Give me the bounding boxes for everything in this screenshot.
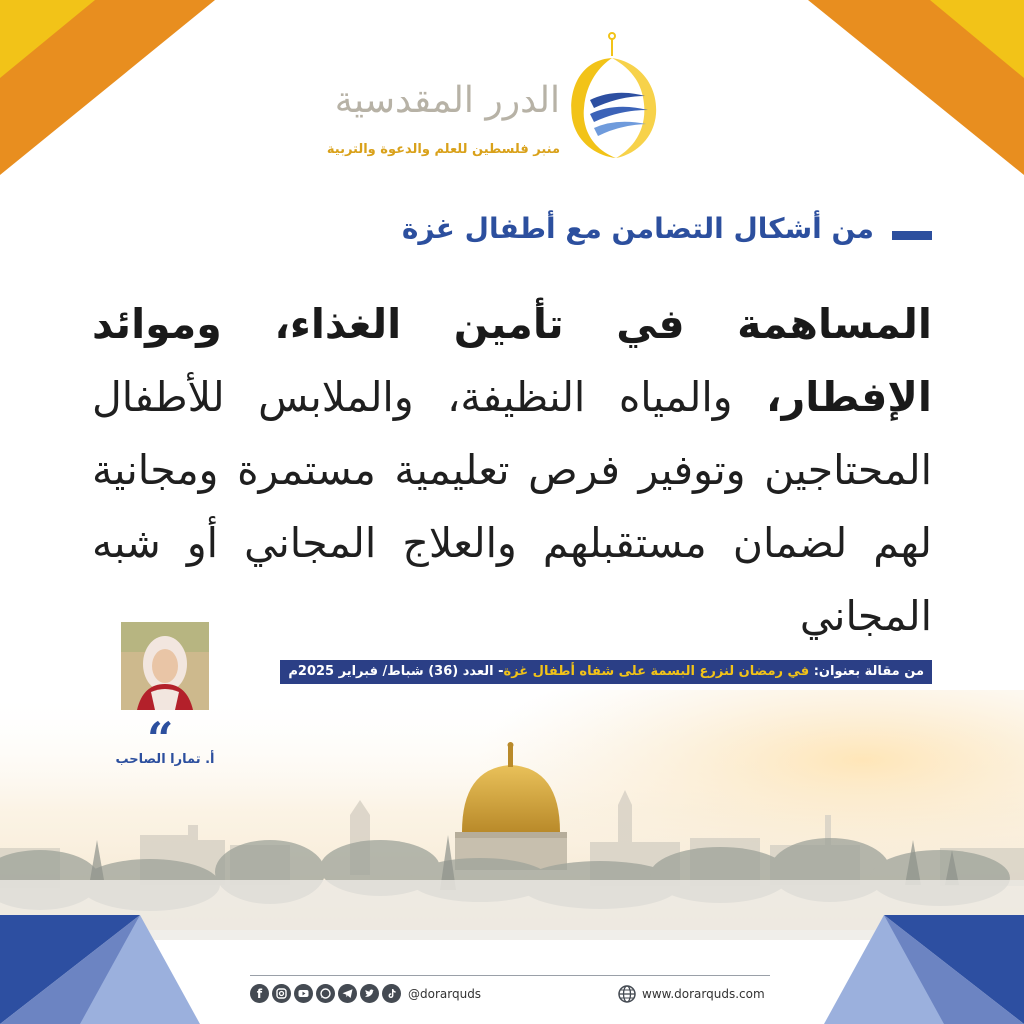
logo-subtitle: منبر فلسطين للعلم والدعوة والتربية <box>326 142 560 157</box>
quote-icon: “ <box>147 712 174 766</box>
tiktok-icon[interactable] <box>382 984 401 1003</box>
website-link[interactable] <box>617 984 765 1004</box>
brand-logo <box>326 30 670 165</box>
logo-crescent-icon <box>560 30 670 165</box>
body-text <box>92 288 932 653</box>
svg-text:f: f <box>256 987 263 1001</box>
logo-title: الدرر المقدسية <box>334 80 560 121</box>
headline-block <box>402 212 932 245</box>
author-name: أ. تمارا الصاحب <box>115 752 215 767</box>
youtube-icon[interactable] <box>294 984 313 1003</box>
source-issue: - العدد (36) شباط/ فبراير 2025م <box>288 664 504 679</box>
headline-accent-bar <box>892 231 932 240</box>
body-rest: والمياه النظيفة، والملابس للأطفال المحتاجين وتوفير فرص تعليمية مستمرة ومجانية لهم لضمان مستقبلهم والعلاج المجاني أو شبه المجاني <box>92 373 932 640</box>
footer-divider <box>250 975 770 976</box>
website-url: www.dorarquds.com <box>642 987 765 1001</box>
social-links <box>250 984 481 1003</box>
facebook-icon[interactable] <box>250 984 269 1003</box>
headline: من أشكال التضامن مع أطفال غزة <box>401 212 874 245</box>
body-lead: المساهمة في تأمين الغذاء، وموائد الإفطار، <box>92 300 932 421</box>
globe-icon <box>617 984 637 1004</box>
twitter-icon[interactable] <box>360 984 379 1003</box>
whatsapp-icon[interactable] <box>316 984 335 1003</box>
social-handle[interactable]: @dorarquds <box>408 986 482 1001</box>
source-article-title: في رمضان لنزرع البسمة على شفاه أطفال غزة <box>503 664 810 679</box>
source-bar <box>280 660 932 684</box>
source-prefix: من مقالة بعنوان: <box>813 664 924 679</box>
author-photo <box>121 622 209 710</box>
telegram-icon[interactable] <box>338 984 357 1003</box>
instagram-icon[interactable] <box>272 984 291 1003</box>
